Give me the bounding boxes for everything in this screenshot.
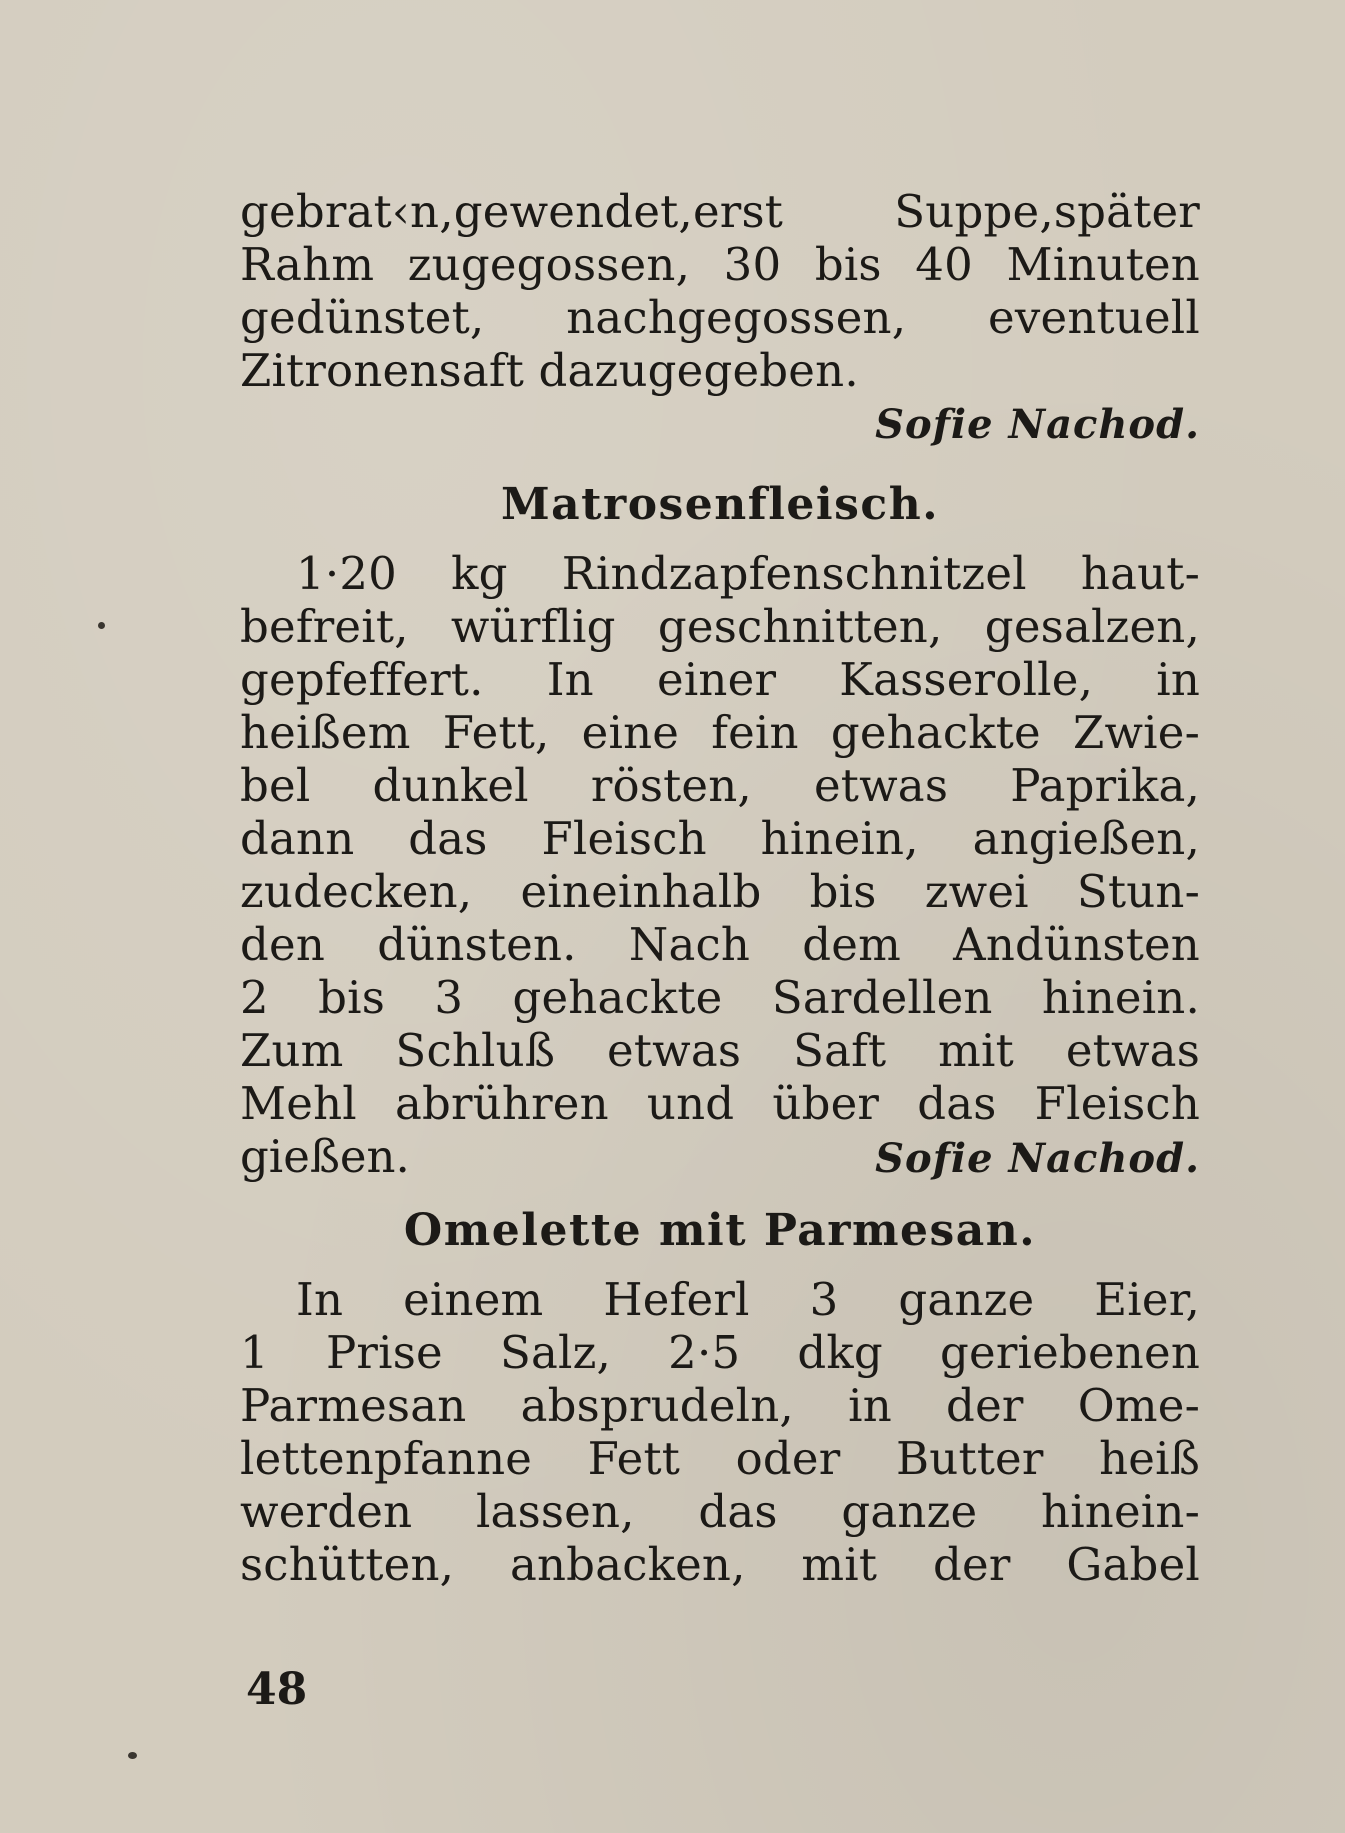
- paper-speck: [128, 1752, 137, 1759]
- text-line: 1 Prise Salz, 2·5 dkg geriebenen: [240, 1326, 1200, 1379]
- text-line: heißem Fett, eine fein gehackte Zwie-: [240, 706, 1200, 759]
- recipe-title: Omelette mit Parmesan.: [403, 1205, 1037, 1256]
- text-line: Mehl abrühren und über das Fleisch: [240, 1077, 1200, 1130]
- text-column: [240, 185, 1200, 1591]
- text-line: werden lassen, das ganze hinein-: [240, 1485, 1200, 1538]
- recipe-signature: Sofie Nachod.: [875, 401, 1200, 448]
- recipe-body: [240, 547, 1200, 1183]
- text-line: den dünsten. Nach dem Andünsten: [240, 918, 1200, 971]
- text-line: In einem Heferl 3 ganze Eier,: [296, 1273, 1200, 1326]
- text-line: schütten, anbacken, mit der Gabel: [240, 1538, 1200, 1591]
- page-number: 48: [246, 1664, 308, 1715]
- text-line: befreit, würflig geschnitten, gesalzen,: [240, 600, 1200, 653]
- text-line: Zitronensaft dazugegeben.: [240, 344, 859, 397]
- recipe-title: Matrosenfleisch.: [500, 479, 940, 530]
- paragraph-continuation: [240, 185, 1200, 453]
- text-line: bel dunkel rösten, etwas Paprika,: [240, 759, 1200, 812]
- text-line-with-signature: [240, 1130, 1200, 1183]
- recipe-signature: Sofie Nachod.: [875, 1135, 1200, 1182]
- text-line: lettenpfanne Fett oder Butter heiß: [240, 1432, 1200, 1485]
- text-line: Zum Schluß etwas Saft mit etwas: [240, 1024, 1200, 1077]
- text-line: gedünstet, nachgegossen, eventuell: [240, 291, 1200, 344]
- text-line: Parmesan absprudeln, in der Ome-: [240, 1379, 1200, 1432]
- paper-speck: [98, 622, 105, 629]
- text-line: 2 bis 3 gehackte Sardellen hinein.: [240, 971, 1200, 1024]
- text-line: dann das Fleisch hinein, angießen,: [240, 812, 1200, 865]
- text-line: zudecken, eineinhalb bis zwei Stun-: [240, 865, 1200, 918]
- text-line: 1·20 kg Rindzapfenschnitzel haut-: [296, 547, 1200, 600]
- text-line-end: gießen.: [240, 1130, 410, 1183]
- text-line: gepfeffert. In einer Kasserolle, in: [240, 653, 1200, 706]
- recipe-body: [240, 1273, 1200, 1591]
- text-line: gebrat‹n,gewendet,erst Suppe,später: [240, 185, 1200, 238]
- text-line: Rahm zugegossen, 30 bis 40 Minuten: [240, 238, 1200, 291]
